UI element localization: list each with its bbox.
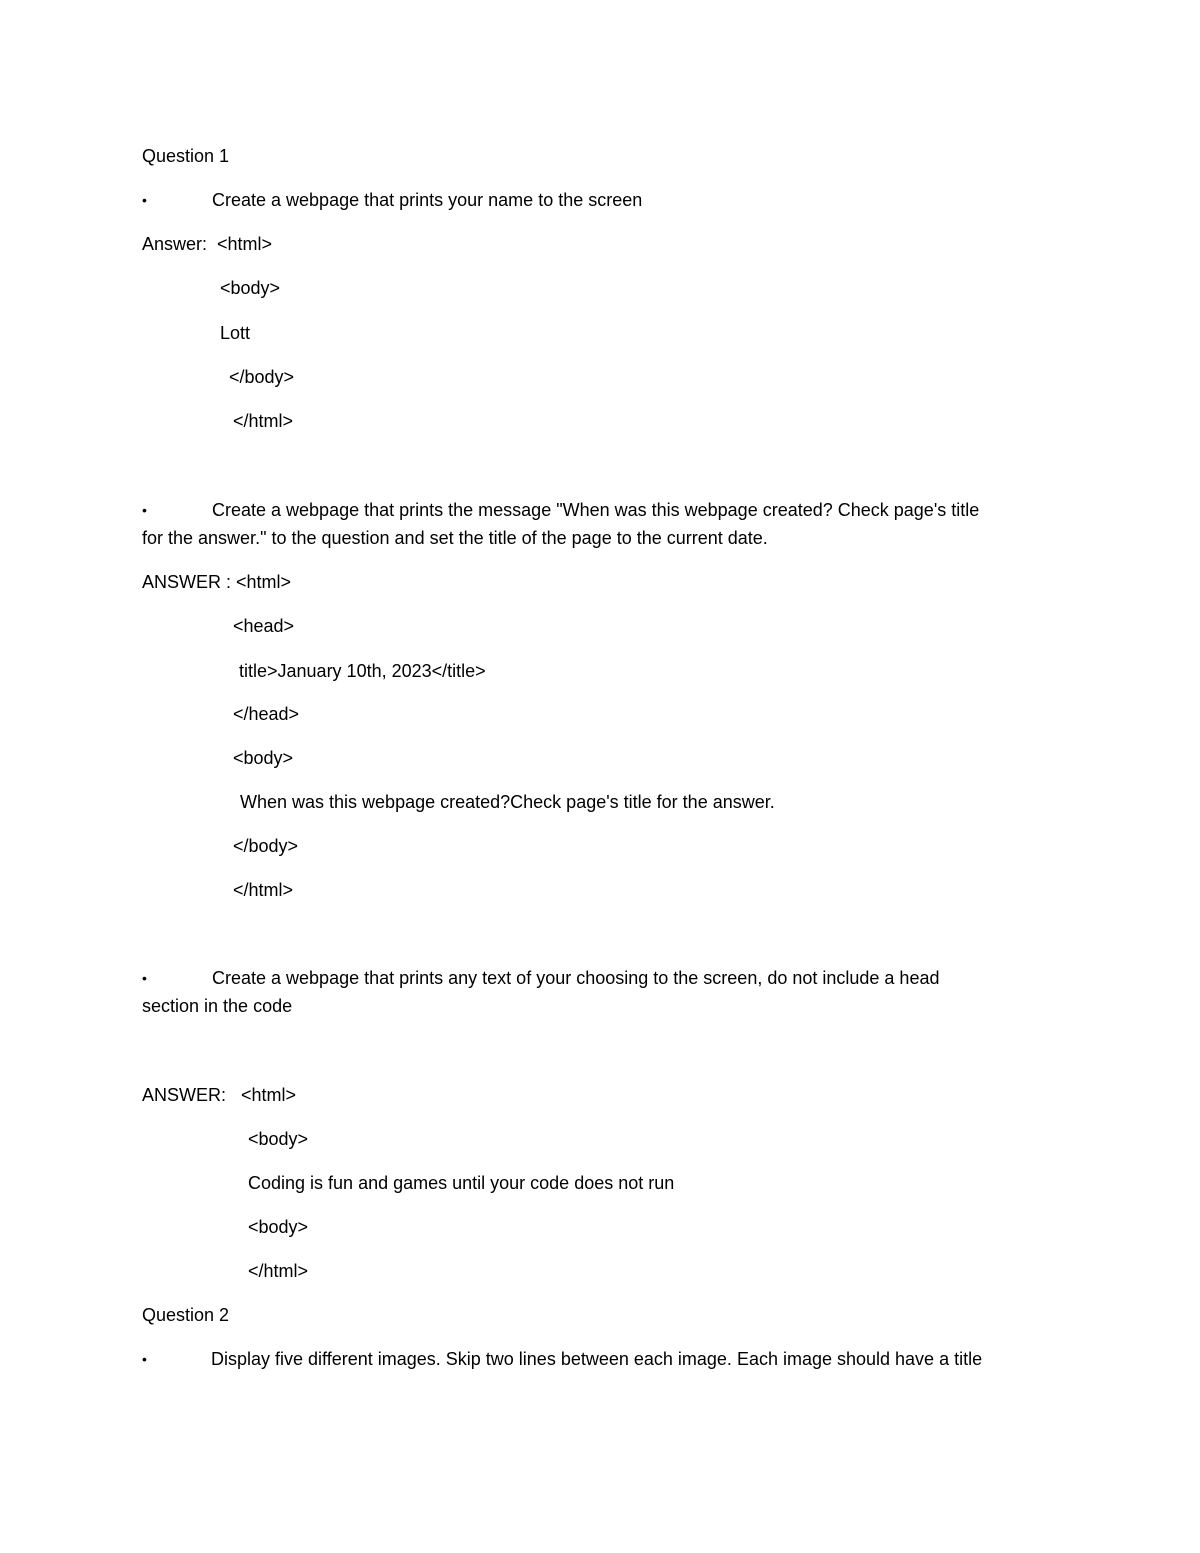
q1-item2-code-line: title>January 10th, 2023</title> <box>239 661 486 681</box>
q2-item1-prompt: Display five different images. Skip two lines between each image. Each image should have a title <box>211 1349 983 1369</box>
question-1-heading: Question 1 <box>142 146 230 166</box>
q1-item2-code-line: <body> <box>233 748 294 768</box>
q1-item2-prompt-line1: Create a webpage that prints the message "When was this webpage created? Check page's title <box>212 500 980 520</box>
question-2-heading: Question 2 <box>142 1305 230 1325</box>
q1-item1-code-line: <body> <box>220 278 281 298</box>
q1-item3-code-line: <body> <box>248 1129 309 1149</box>
q1-item3-code-line: <body> <box>248 1217 309 1237</box>
q1-item1-code-line: </html> <box>233 411 294 431</box>
q1-item3-code-line: Coding is fun and games until your code does not run <box>248 1173 675 1193</box>
q1-item2-code-line: When was this webpage created?Check page's title for the answer. <box>240 792 775 812</box>
bullet-2: • <box>142 502 147 518</box>
q1-item2-code-line: </body> <box>233 836 299 856</box>
q1-item1-prompt: Create a webpage that prints your name to the screen <box>212 190 643 210</box>
q1-item3-prompt-line1: Create a webpage that prints any text of your choosing to the screen, do not include a head <box>212 968 940 988</box>
bullet-3: • <box>142 970 147 986</box>
q1-item2-code-line: </head> <box>233 704 300 724</box>
q1-item1-code-line: </body> <box>229 367 295 387</box>
q1-item3-code-line: </html> <box>248 1261 309 1281</box>
q1-item2-code-line: </html> <box>233 880 294 900</box>
bullet-1: • <box>142 192 147 208</box>
q1-item1-code-line: Lott <box>220 323 251 343</box>
q1-item2-code-line: <head> <box>233 616 295 636</box>
q1-item2-prompt-line2: for the answer." to the question and set the title of the page to the current date. <box>142 528 768 548</box>
q1-item3-answer-label: ANSWER: <html> <box>142 1085 297 1105</box>
q1-item1-answer-label: Answer: <html> <box>142 234 273 254</box>
q1-item2-answer-label: ANSWER : <html> <box>142 572 292 592</box>
q1-item3-prompt-line2: section in the code <box>142 996 293 1016</box>
bullet-4: • <box>142 1351 147 1367</box>
